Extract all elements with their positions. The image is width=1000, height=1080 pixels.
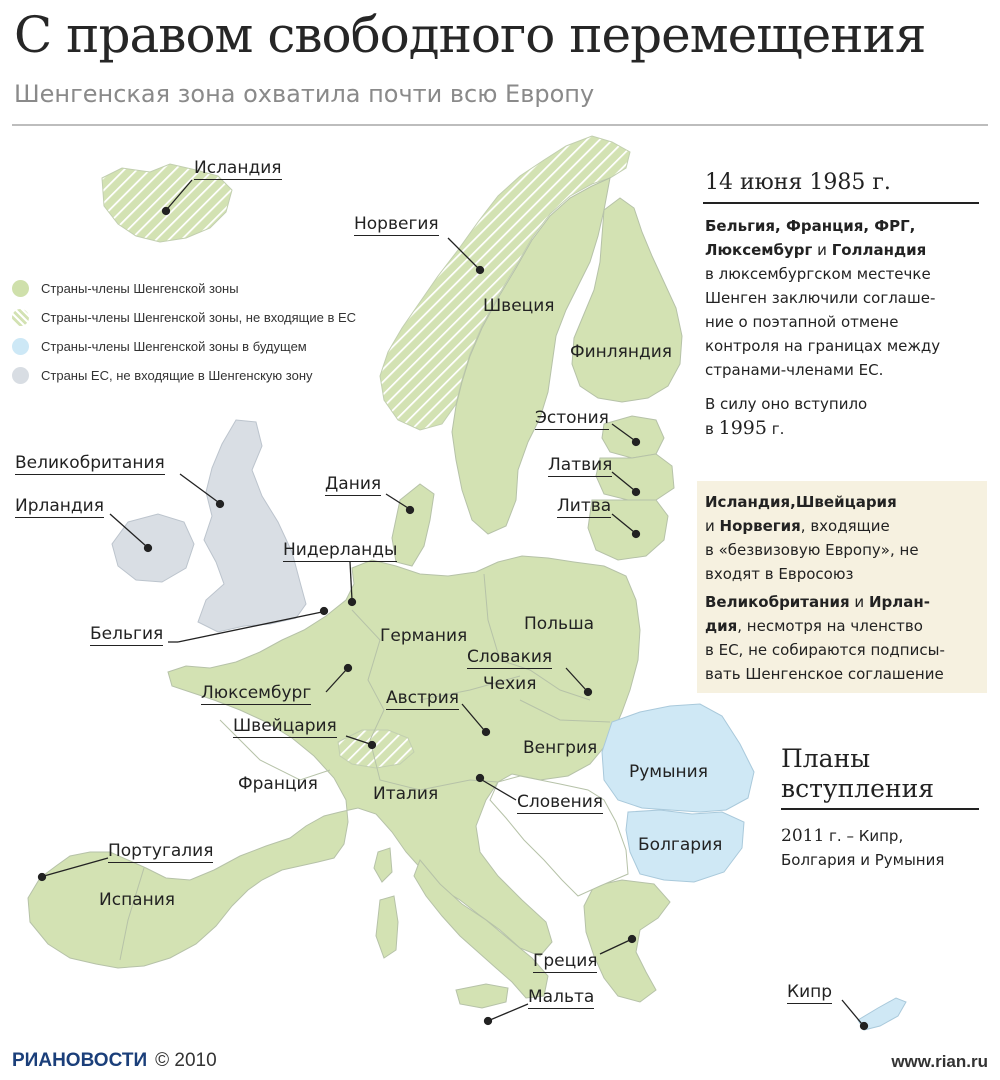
label-bulgaria: Болгария: [638, 835, 723, 855]
country-ireland: [112, 514, 194, 582]
label-luxembourg: Люксембург: [201, 683, 312, 703]
map-legend: [12, 274, 356, 390]
agreement-and: и: [817, 241, 827, 259]
note-and: и: [854, 593, 865, 611]
plans-text: [781, 824, 944, 872]
agreement-line: Шенген заключили соглаше-: [705, 289, 936, 307]
label-poland: Польша: [524, 614, 595, 634]
note-rest: , несмотря на членство: [737, 617, 923, 635]
plans-divider: [781, 808, 979, 810]
copyright: © 2010: [155, 1050, 217, 1071]
label-switzerland: Швейцария: [233, 716, 337, 736]
label-lithuania: Литва: [557, 496, 612, 516]
legend-item-schengen-non-eu: [12, 303, 356, 332]
legend-label: Страны-члены Шенгенской зоны в будущем: [41, 339, 307, 354]
note-countries-3: Великобритания: [705, 593, 850, 611]
label-iceland: Исландия: [194, 158, 282, 178]
label-estonia: Эстония: [535, 408, 609, 428]
legend-swatch: [12, 338, 29, 355]
legend-swatch-hatched: [12, 309, 29, 326]
agreement-countries-1: Бельгия, Франция, ФРГ,: [705, 217, 916, 235]
note-line: вать Шенгенское соглашение: [705, 665, 944, 683]
source-url[interactable]: www.rian.ru: [891, 1052, 988, 1071]
legend-label: Страны ЕС, не входящие в Шенгенскую зону: [41, 368, 313, 383]
legend-item-eu-non-schengen: [12, 361, 356, 390]
plans-line: г. – Кипр,: [824, 827, 904, 845]
label-latvia: Латвия: [548, 455, 613, 475]
island-sicily: [456, 984, 508, 1008]
logo-novosti: НОВОСТИ: [52, 1050, 148, 1071]
label-france: Франция: [238, 774, 318, 794]
label-slovenia: Словения: [517, 792, 604, 812]
note-line: в «безвизовую Европу», не: [705, 541, 919, 559]
label-austria: Австрия: [386, 688, 459, 708]
logo-ria: РИА: [12, 1050, 53, 1071]
label-belgium: Бельгия: [90, 624, 164, 644]
note-rest: , входящие: [800, 517, 890, 535]
legend-label: Страны-члены Шенгенской зоны: [41, 281, 239, 296]
plans-year: 2011: [781, 826, 825, 846]
label-netherlands: Нидерланды: [283, 540, 398, 560]
date-divider: [703, 202, 979, 204]
label-cyprus: Кипр: [787, 982, 833, 1002]
note-text: [705, 490, 985, 686]
legend-label: Страны-члены Шенгенской зоны, не входящие в ЕС: [41, 310, 357, 325]
legend-item-schengen: [12, 274, 356, 303]
ria-novosti-logo: [12, 1050, 217, 1072]
label-spain: Испания: [99, 890, 175, 910]
label-italy: Италия: [373, 784, 439, 804]
agreement-line: странами-членами ЕС.: [705, 361, 884, 379]
island-corsica: [374, 848, 392, 882]
country-estonia: [602, 416, 664, 458]
label-norway: Норвегия: [354, 214, 439, 234]
note-countries-5: дия: [705, 617, 738, 635]
page-title: С правом свободного перемещения: [14, 6, 926, 64]
page-subtitle: Шенгенская зона охватила почти всю Европу: [14, 80, 595, 108]
note-line: входят в Евросоюз: [705, 565, 854, 583]
agreement-line: в люксембургском местечке: [705, 265, 931, 283]
agreement-countries-3: Голландия: [831, 241, 927, 259]
label-germany: Германия: [380, 626, 468, 646]
effect-text: [705, 392, 985, 441]
label-finland: Финляндия: [570, 342, 673, 362]
country-romania: [602, 704, 754, 812]
label-sweden: Швеция: [483, 296, 555, 316]
label-malta: Мальта: [528, 987, 595, 1007]
agreement-line: ние о поэтапной отмене: [705, 313, 899, 331]
agreement-line: контроля на границах между: [705, 337, 941, 355]
country-denmark: [392, 484, 434, 566]
label-denmark: Дания: [325, 474, 382, 494]
plans-title-line: Планы: [781, 744, 871, 773]
country-united-kingdom: [198, 420, 306, 632]
label-hungary: Венгрия: [523, 738, 598, 758]
note-countries-4: Ирлан-: [868, 593, 930, 611]
agreement-date: 14 июня 1985 г.: [705, 170, 891, 195]
effect-in: в: [705, 420, 714, 438]
plans-line: Болгария и Румыния: [781, 851, 945, 869]
label-ireland: Ирландия: [15, 496, 104, 516]
legend-swatch: [12, 280, 29, 297]
plans-title-line: вступления: [781, 774, 935, 803]
effect-suffix: г.: [771, 420, 785, 438]
effect-line: В силу оно вступило: [705, 395, 868, 413]
plans-title: [781, 744, 934, 804]
note-line: в ЕС, не собираются подписы-: [705, 641, 945, 659]
note-countries-2: Норвегия: [719, 517, 801, 535]
label-romania: Румыния: [629, 762, 708, 782]
label-united-kingdom: Великобритания: [15, 453, 165, 473]
agreement-countries-2: Люксембург: [705, 241, 813, 259]
legend-swatch: [12, 367, 29, 384]
note-and: и: [705, 517, 715, 535]
label-portugal: Португалия: [108, 841, 214, 861]
note-countries-1: Исландия,Швейцария: [705, 493, 897, 511]
agreement-text: [705, 214, 985, 382]
legend-item-future: [12, 332, 356, 361]
island-sardinia: [376, 896, 398, 958]
effect-year: 1995: [718, 417, 767, 439]
label-slovakia: Словакия: [467, 647, 553, 667]
label-czech: Чехия: [483, 674, 537, 694]
label-greece: Греция: [533, 951, 598, 971]
